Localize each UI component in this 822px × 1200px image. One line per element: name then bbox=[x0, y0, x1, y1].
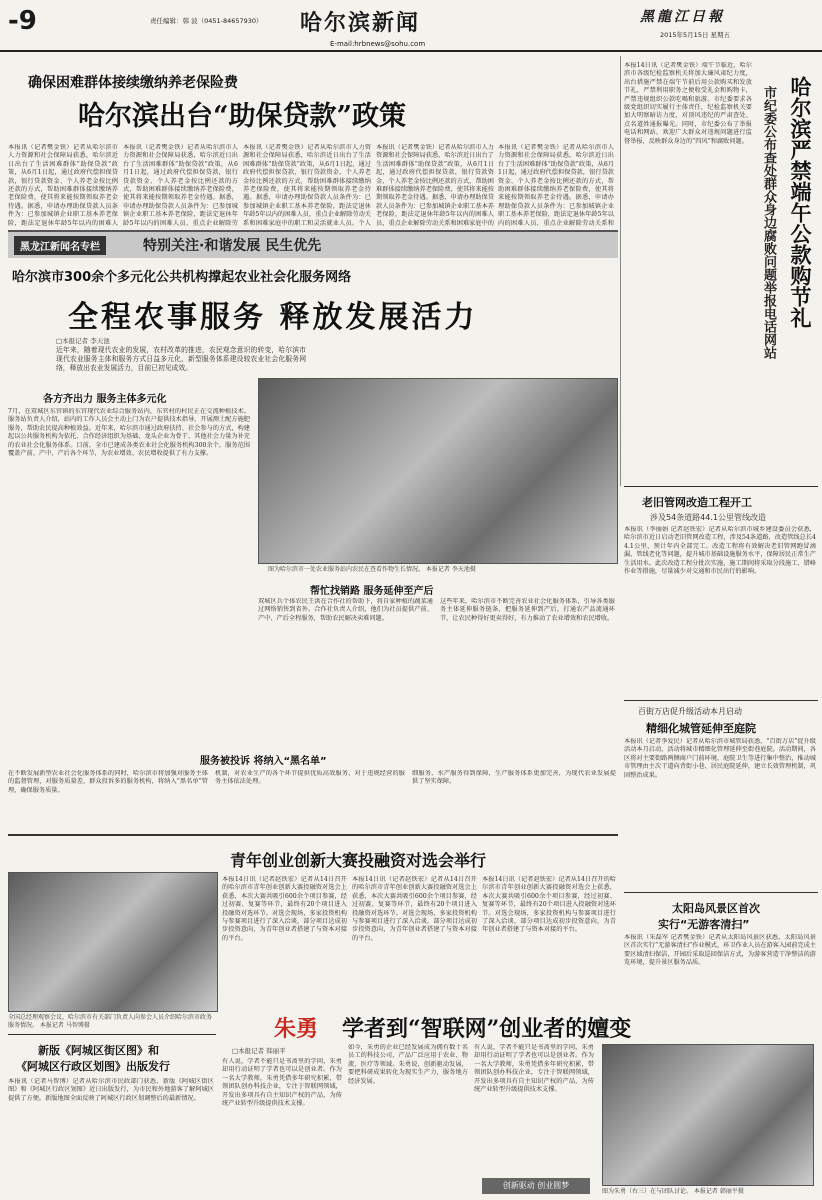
zhuyong-body-col3: 有人说，学者不能只是书斋里的学问，朱勇却用行动证明了学者也可以是创业者。作为一名大学教师，朱勇凭借多年研究积累，带领团队创办科技企业，专注于智联网领域，开发出多项具有自主知识产权的产品，为传统产业转型升级提供技术支撑。 bbox=[474, 1044, 594, 1094]
city-mgmt-story bbox=[624, 704, 818, 894]
feature-col2-body: 双城区兵个体农民王洪在合作社的帮助下，将自家种植的蔬菜通过网络销售到省外。合作社负责人介绍，他们为社员提供产前、产中、产后全程服务，帮助农民解决卖难问题。 bbox=[258, 598, 433, 622]
right-news-subhead: 市纪委公布查处群众身边腐败问题举报电话网站 bbox=[761, 86, 776, 359]
sun-island-story bbox=[624, 896, 818, 986]
youth-body-col1: 本报14日讯（记者赵铁宏）记者从14日召开的哈尔滨市青年创业创新大赛投融资对选会上获悉，本次大赛共吸引600余个项目参赛，经过初赛、复赛等环节，最终有20个项目进入投融资对选环节。对选会现场，多家投资机构与参赛项目进行了深入洽谈，部分项目达成初步投资意向，为青年创业者搭建了与资本对接的平台。 bbox=[222, 876, 347, 942]
zhuyong-body-col2: 如今，朱勇的企业已经发展成为拥有数十名员工的科技公司，产品广泛应用于农业、物流、医疗等领域。朱勇说，创新驱动发展，要把科研成果转化为现实生产力，服务地方经济发展。 bbox=[348, 1044, 468, 1085]
youth-photo-caption: 全国总经理观察会议，哈尔滨市有关部门负责人向参会人员介绍哈尔滨市政务服务情况。 本报记者 马智博摄 bbox=[8, 1014, 213, 1029]
feature-col3-body: 这些年来，哈尔滨市不断完善农业社会化服务体系，引导各类服务主体延伸服务链条，把服务延伸到产后，打通农产品流通环节，让农民种得好更卖得好，有力推动了农业增效和农民增收。 bbox=[440, 598, 615, 622]
feature-col4-body: 在不断发展新型农业社会化服务体系的同时，哈尔滨市将加强对服务主体的监督管理，对服务质量差、群众投诉多的服务机构，将纳入“黑名单”管理，确保服务质量。 bbox=[8, 770, 208, 794]
book-title1: 新版《阿城区街区图》和 bbox=[38, 1044, 159, 1057]
pipe-story bbox=[624, 490, 818, 700]
feature-photo-caption: 图为哈尔滨市一处农业服务站内农民在查看作物生长情况。 本报记者 李天池摄 bbox=[268, 566, 476, 573]
paper-name: 黑龍江日報 bbox=[640, 9, 725, 25]
zhuyong-photo bbox=[602, 1044, 814, 1186]
youth-body-col3: 本报14日讯（记者赵铁宏）记者从14日召开的哈尔滨市青年创业创新大赛投融资对选会上获悉，本次大赛共吸引600余个项目参赛，经过初赛、复赛等环节，最终有20个项目进入投融资对选环节。对选会现场，多家投资机构与参赛项目进行了深入洽谈，部分项目达成初步投资意向，为青年创业者搭建了与资本对接的平台。 bbox=[482, 876, 616, 934]
feature-banner-title: 特别关注·和谐发展 民生优先 bbox=[143, 238, 322, 254]
lead-body-col1: 本报讯（记者樊金铁）记者从哈尔滨市人力资源和社会保障局获悉，哈尔滨近日出台了生活困难群体“助保贷款”政策，从6月1日起，通过政府代偿担保贷款，银行贷款资金、个人养老金按比例还款的方式，帮助困难群体接续缴纳养老保险费，使其将来能按期领取养老金待遇。据悉，申请办理助保贷款人员条件为：已参加城镇企业职工基本养老保险，距法定退休年龄5年以内的困难人 bbox=[8, 144, 118, 226]
feature-photo bbox=[258, 378, 618, 564]
zhuyong-body-col1: 有人说，学者不能只是书斋里的学问，朱勇却用行动证明了学者也可以是创业者。作为一名大学教师，朱勇凭借多年研究积累，带领团队创办科技企业，专注于智联网领域，开发出多项具有自主知识产权的产品，为传统产业转型升级提供技术支撑。 bbox=[222, 1058, 342, 1108]
feature-sub1: 各方齐出力 服务主体多元化 bbox=[43, 394, 167, 405]
zhuyong-name: 朱勇 bbox=[274, 1017, 319, 1042]
right-news-headline: 哈尔滨严禁端午公款购节礼 bbox=[788, 76, 812, 328]
feature-banner bbox=[8, 230, 618, 258]
lead-article bbox=[8, 58, 618, 228]
youth-photo bbox=[8, 872, 218, 1012]
sun-island-title2: 实行“无游客清扫” bbox=[658, 918, 750, 931]
feature-intro: 近年来，随着现代农业的发展，农村改革的推进，农民观念意识的转变，哈尔滨市现代农业服务主体和服务方式日益多元化，新型服务体系建设较农业社会化服务网络，释放出农业发展活力，目前已初见成效。 bbox=[56, 346, 306, 372]
city-mgmt-kicker: 百街万店促升级活动本月启动 bbox=[638, 707, 742, 716]
editor-line: 责任编辑：韩 波（0451-84657930） bbox=[150, 17, 263, 25]
sun-island-title: 太阳岛风景区首次 bbox=[672, 902, 760, 915]
zhuyong-profile bbox=[222, 1004, 816, 1198]
lead-body-col4: 本报讯（记者樊金铁）记者从哈尔滨市人力资源和社会保障局获悉，哈尔滨近日出台了生活困难群体“助保贷款”政策，从6月1日起，通过政府代偿担保贷款，银行贷款资金、个人养老金按比例还款的方式，帮助困难群体接续缴纳养老保险费，使其将来能按期领取养老金待遇。据悉，申请办理助保贷款人员条件为：已参加城镇企业职工基本养老保险，距法定退休年龄5年以内的困难人员，重点企业解除劳动关系和困难家庭中的 bbox=[376, 144, 494, 226]
zhuyong-photo-caption: 图为朱勇（右三）在与团队讨论。 本报记者 韩丽平摄 bbox=[602, 1188, 744, 1195]
column-label: 黑龙江新闻名专栏 bbox=[14, 236, 106, 255]
feature-headline: 全程农事服务 释放发展活力 bbox=[68, 300, 478, 335]
feature-sub2: 帮忙找销路 服务延伸至产后 bbox=[310, 586, 434, 597]
lead-headline: 哈尔滨出台“助保贷款”政策 bbox=[78, 101, 407, 132]
feature-sub3: 服务被投诉 将纳入“黑名单” bbox=[200, 756, 327, 767]
zhuyong-byline: □本报记者 韩丽平 bbox=[232, 1047, 286, 1055]
zhuyong-footer-text: 创新驱动 创业圆梦 bbox=[502, 1181, 570, 1190]
youth-title: 青年创业创新大赛投融资对选会举行 bbox=[230, 851, 487, 870]
feature-col6-body: 细服务，水产服务得到保障，生产服务体系更加完善，为现代农业发展提供了坚实保障。 bbox=[412, 770, 616, 786]
feature-col1-body: 7月，在双城区东官镇的东官现代农业综合服务站内，东官村的村民正在交流种植技术。服务站负责人介绍，站内的工作人员会主动上门为农户提供技术指导，开展测土配方施肥服务，帮助农民提高种植效益。近年来，哈尔滨市通过政府扶持、社会参与的方式，构建起以公共服务机构为依托、合作经济组织为基础、龙头企业为骨干、其他社会力量为补充的农业社会化服务体系。目前，全市已建成各类农业社会化服务机构300余个，服务范围覆盖产前、产中、产后各个环节，为农业增效、农民增收提供了有力支撑。 bbox=[8, 408, 250, 458]
feature-col5-body: 机制，对农业生产的各个环节提供优质高效服务，对于违规经营的服务主体依法处理。 bbox=[215, 770, 405, 786]
lead-body-col5: 本报讯（记者樊金铁）记者从哈尔滨市人力资源和社会保障局获悉，哈尔滨近日出台了生活困难群体“助保贷款”政策，从6月1日起，通过政府代偿担保贷款，银行贷款资金、个人养老金按比例还款的方式，帮助困难群体接续缴纳养老保险费，使其将来能按期领取养老金待遇。据悉，申请办理助保贷款人员条件为：已参加城镇企业职工基本养老保险，距法定退休年龄5年以内的困难人员，重点企业解除劳动关系和 bbox=[498, 144, 614, 226]
pipe-body: 本报讯（李丽娟 记者赵铁宏）记者从哈尔滨市城乡建设委员会获悉，哈尔滨市近日启动老旧管网改造工程，涉及54条道路，改造管线总长44.1公里，预计年内全部完工。改造工程将有效解决老旧管网跑冒滴漏、管线老化等问题，提升城市基础设施服务水平，保障居民正常生产生活用水。此次改造工程分批次实施，施工期间将采取分段施工、错峰作业等措施，尽量减少对交通和市民出行的影响。 bbox=[624, 526, 816, 576]
book-body: 本报讯（记者马智博）记者从哈尔滨市民政部门获悉，新版《阿城区街区图》和《阿城区行政区划图》近日出版发行，为市民和外地游客了解阿城区提供了方便。新版地图全面反映了阿城区行政区划调整后的最新情况。 bbox=[8, 1078, 214, 1102]
book-title2: 《阿城区行政区划图》出版发行 bbox=[16, 1060, 170, 1073]
feature-byline: □本报记者 李天池 bbox=[56, 337, 110, 345]
feature-headline-block bbox=[8, 258, 618, 378]
city-mgmt-title: 精细化城管延伸至庭院 bbox=[646, 722, 756, 735]
email: E-mail:hrbnews@sohu.com bbox=[330, 40, 426, 48]
section-title: 哈尔滨新闻 bbox=[300, 11, 421, 36]
city-mgmt-body: 本报讯（记者李爱民）记者从哈尔滨市城管局获悉，“百街万店”促升级活动本月启动，活动将城市精细化管理延伸至街巷庭院。活动期间，各区将对主要街路两侧商户门前环境、庭院卫生等进行集中整治，推动城市管理由主次干道向背街小巷、居民庭院延伸，建立长效管理机制，巩固整治成果。 bbox=[624, 738, 816, 779]
masthead bbox=[0, 0, 822, 52]
lead-kicker: 确保困难群体接续缴纳养老保险费 bbox=[28, 75, 238, 91]
feature-kicker: 哈尔滨市300余个多元化公共机构撑起农业社会化服务网络 bbox=[12, 270, 352, 285]
right-news-body: 本报14日讯（记者樊金铁）端午节临近，哈尔滨市各级纪检监察机关将加大廉风肃纪力度，出台措施严禁在端午节前后用公款购买和发放节礼，严禁利用职务之便收受礼金和购物卡，严禁违规组织公款吃喝和旅游。市纪委要求各级党组织切实履行主体责任，纪检监察机关要加大明察暗访力度，对顶风违纪的严肃查处、点名道姓通报曝光。同时，市纪委公布了举报电话和网站，欢迎广大群众对违规问题进行监督举报，反映群众身边的“四风”和腐败问题。 bbox=[624, 62, 752, 145]
book-story bbox=[8, 1038, 216, 1198]
right-news bbox=[624, 56, 818, 486]
pipe-title: 老旧管网改造工程开工 bbox=[642, 496, 752, 509]
lead-body-col2: 本报讯（记者樊金铁）记者从哈尔滨市人力资源和社会保障局获悉，哈尔滨近日出台了生活困难群体“助保贷款”政策，从6月1日起，通过政府代偿担保贷款，银行贷款资金、个人养老金按比例还款的方式，帮助困难群体接续缴纳养老保险费，使其将来能按期领取养老金待遇。据悉，申请办理助保贷款人员条件为：已参加城镇企业职工基本养老保险，距法定退休年龄5年以内的困难人员，重点企业解除劳 bbox=[123, 144, 238, 226]
zhuyong-title: 学者到“智联网”创业者的嬗变 bbox=[342, 1016, 632, 1042]
pipe-subtitle: 涉及54条道路44.1公里管线改造 bbox=[650, 513, 766, 522]
lead-body-col3: 本报讯（记者樊金铁）记者从哈尔滨市人力资源和社会保障局获悉，哈尔滨近日出台了生活困难群体“助保贷款”政策，从6月1日起，通过政府代偿担保贷款，银行贷款资金、个人养老金按比例还款的方式，帮助困难群体接续缴纳养老保险费，使其将来能按期领取养老金待遇。据悉，申请办理助保贷款人员条件为：已参加城镇企业职工基本养老保险，距法定退休年龄5年以内的困难人员，重点企业解除劳动关系和困难家庭中的职工和灵活就业人员。个人 bbox=[243, 144, 371, 226]
feature-col1 bbox=[8, 388, 253, 618]
issue-date: 2015年5月15日 星期五 bbox=[660, 31, 731, 39]
youth-body-col2: 本报14日讯（记者赵铁宏）记者从14日召开的哈尔滨市青年创业创新大赛投融资对选会上获悉，本次大赛共吸引600余个项目参赛，经过初赛、复赛等环节，最终有20个项目进入投融资对选环节。对选会现场，多家投资机构与参赛项目进行了深入洽谈，部分项目达成初步投资意向，为青年创业者搭建了与资本对接的平台。 bbox=[352, 876, 477, 942]
page-number: -9 bbox=[8, 6, 37, 36]
sun-island-body: 本报讯（朱磊军 记者樊金铁）记者从太阳岛风景区获悉，太阳岛风景区首次实行“无游客清扫”作业模式，环卫作业人员在游客入园前完成主要区域清扫保洁，开园后采取巡回保洁方式，为游客营造干净整洁的游览环境，提升景区服务品质。 bbox=[624, 934, 816, 967]
zhuyong-footer-badge bbox=[482, 1178, 590, 1194]
